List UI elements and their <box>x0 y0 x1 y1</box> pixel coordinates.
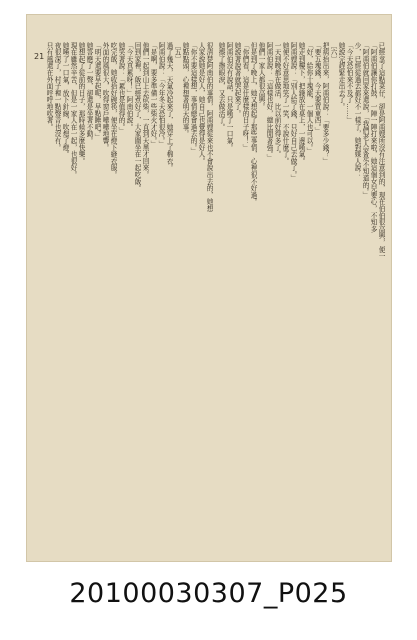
text-column: 她嘆了一口氣，放下針線，吹熄了燈。 <box>61 42 69 158</box>
text-column: 他們一家人都很高興。 <box>257 42 265 110</box>
text-column: 她說著說著就哭起來了。 <box>233 42 241 117</box>
text-column: 吃完飯，她收拾好碗筷，便坐在燈下縫衣服。 <box>109 42 117 178</box>
text-column: 阿南伯說：「這樣也好，總比閒著強。」 <box>265 42 273 162</box>
text-column: 只有風還在外面呼呼地吹著。 <box>45 42 53 131</box>
text-column: 「今天恐怕來不及了……」 <box>345 42 353 124</box>
text-column: 已經拿了這點菜仔，卻是阿南嫂所沒有注意到的，現在伯伯很高興，便一 <box>377 42 385 260</box>
text-column: 她笑著說：「累也是值得的。」 <box>117 42 125 134</box>
text-column: 她說完趕緊走出去了。 <box>337 42 345 110</box>
text-column: 「阿南伯就回家來還說，「我們老人家是不知道的。」 <box>361 42 369 199</box>
text-column: 她想起了從前的日子，那時候多麼快樂。 <box>77 42 85 165</box>
text-column: 一天到晚都在做活，比以前好得多了。 <box>273 42 281 158</box>
left-text-block <box>42 42 212 542</box>
text-column: 現在雖然辛苦，但是一家人在一起，也很好。 <box>69 42 77 178</box>
text-column: 夜很深了，村子裡一點聲音也沒有。 <box>53 42 61 151</box>
text-column: 把病抬出來，阿南伯說：「要多少錢？」 <box>321 42 329 165</box>
text-column: 外面的風很大，吹得窗戶嘩嘩地響。 <box>101 42 109 151</box>
text-column: 「你不要這樣想，事情總會過去的。」 <box>189 42 197 155</box>
text-column: 「是啊，要多準備一些柴火才好。」 <box>149 42 157 148</box>
text-column: 「今天真累呀！」阿南伯說。 <box>125 42 133 131</box>
scanned-page <box>26 14 392 562</box>
text-column: 她點點頭，心裡想著明天的事。 <box>181 42 189 138</box>
text-column: 過了幾天，天氣冷起來了，她穿上了棉衣。 <box>165 42 173 172</box>
text-column: 阿南伯說：「今年冬天恐怕很冷。」 <box>157 42 165 148</box>
text-column: 〔六〕 <box>329 42 337 63</box>
text-column: 人家說她是好人，她自己也覺得是好人。 <box>197 42 205 165</box>
text-column: 「明天還要早起呢，早點睡吧。」 <box>93 42 101 141</box>
page-number: 21 <box>34 52 45 61</box>
text-column: 她便不好意思地笑了一笑，不說什麼了。 <box>281 42 289 165</box>
text-column: 回到家裡，飯已經煮好了，大家圍坐在一起吃飯。 <box>133 42 141 192</box>
right-text-block <box>214 42 384 542</box>
text-column: 阿南嫂說：「別人給了錢，只好自己去做了。」 <box>289 42 297 182</box>
text-column: 她擦了擦眼淚，又去做活了。 <box>217 42 225 131</box>
text-column: 她走到樓下，把錢放在桌上，一邊嘆氣。 <box>297 42 305 165</box>
text-column: 「阿南伯讓你打鼓，一陣一陣打來啦，她這個女兒要心，不知多 <box>369 42 377 233</box>
text-column: 阿南伯沒有說話，只是嘆了一口氣。 <box>225 42 233 151</box>
page-caption: 20100030307_P025 <box>69 578 348 609</box>
text-column: 少，已經從過去都好不一樣了，她對媒人說： <box>353 42 361 178</box>
text-column: 「好，給你十塊罷，一個人也可以。」 <box>305 42 313 155</box>
text-column: 「要五塊錢，今天要買東西。」 <box>313 42 321 134</box>
text-column: 很清楚阿南伯的事情，阿南嫂從來也不會說出去的，她想 <box>205 42 213 212</box>
text-column: 他們一起到山上去砍柴，一直到天黑才回來。 <box>141 42 149 178</box>
text-column: 她答應了一聲，卻還是坐著不動。 <box>85 42 93 144</box>
text-column: 「你們看，這是什麼樣的日子呀！」 <box>241 42 249 151</box>
text-column: 〔五〕 <box>173 42 181 63</box>
text-column: 但是到了晚上，她又想起了那些事情，心裡很不好過。 <box>249 42 257 206</box>
